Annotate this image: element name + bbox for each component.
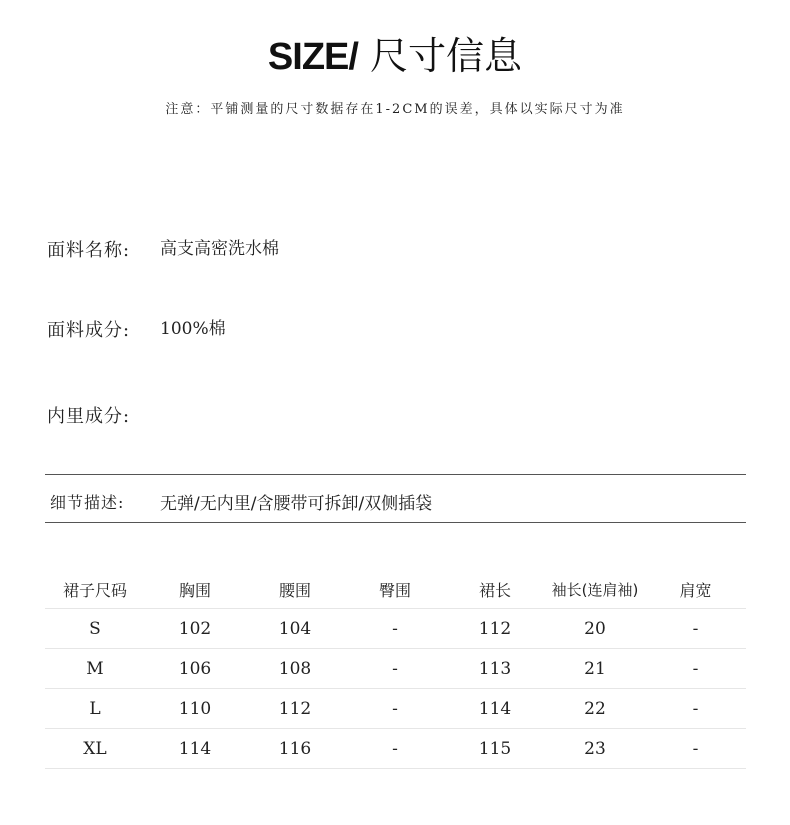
fabric-name-value: 高支高密洗水棉 bbox=[160, 239, 279, 259]
size-table bbox=[45, 570, 746, 769]
cell-hip: - bbox=[345, 689, 445, 729]
cell-bust: 106 bbox=[145, 649, 245, 689]
fabric-name-label: 面料名称: bbox=[47, 240, 131, 261]
cell-sleeve-length: 23 bbox=[545, 729, 645, 769]
details-bottom-divider bbox=[45, 522, 746, 523]
details-value: 无弹/无内里/含腰带可拆卸/双侧插袋 bbox=[160, 494, 433, 514]
cell-hip: - bbox=[345, 609, 445, 649]
cell-shoulder-width: - bbox=[645, 649, 746, 689]
header-shoulder-width: 肩宽 bbox=[645, 570, 746, 609]
page-title-cn: 尺寸信息 bbox=[370, 34, 523, 78]
table-row bbox=[45, 649, 746, 689]
page-title bbox=[0, 30, 790, 83]
cell-shoulder-width: - bbox=[645, 689, 746, 729]
cell-waist: 104 bbox=[245, 609, 345, 649]
cell-hip: - bbox=[345, 649, 445, 689]
cell-size: M bbox=[45, 649, 145, 689]
measurement-notice: 注意：平铺测量的尺寸数据存在1-2CM的误差，具体以实际尺寸为准 bbox=[165, 102, 625, 117]
cell-waist: 116 bbox=[245, 729, 345, 769]
header-waist: 腰围 bbox=[245, 570, 345, 609]
details-top-divider bbox=[45, 474, 746, 475]
cell-size: XL bbox=[45, 729, 145, 769]
header-bust: 胸围 bbox=[145, 570, 245, 609]
fabric-composition-value: 100%棉 bbox=[160, 319, 226, 339]
details-label: 细节描述: bbox=[50, 493, 125, 512]
size-table-header-row bbox=[45, 570, 746, 609]
cell-skirt-length: 113 bbox=[445, 649, 545, 689]
cell-shoulder-width: - bbox=[645, 609, 746, 649]
cell-bust: 114 bbox=[145, 729, 245, 769]
cell-shoulder-width: - bbox=[645, 729, 746, 769]
cell-waist: 108 bbox=[245, 649, 345, 689]
cell-sleeve-length: 21 bbox=[545, 649, 645, 689]
header-sleeve-length: 袖长(连肩袖) bbox=[545, 570, 645, 609]
page-title-en: SIZE/ bbox=[267, 36, 358, 78]
cell-size: L bbox=[45, 689, 145, 729]
cell-size: S bbox=[45, 609, 145, 649]
table-row bbox=[45, 609, 746, 649]
table-row bbox=[45, 729, 746, 769]
lining-composition-label: 内里成分: bbox=[47, 406, 131, 427]
header-skirt-length: 裙长 bbox=[445, 570, 545, 609]
cell-sleeve-length: 22 bbox=[545, 689, 645, 729]
cell-bust: 110 bbox=[145, 689, 245, 729]
cell-skirt-length: 115 bbox=[445, 729, 545, 769]
fabric-composition-label: 面料成分: bbox=[47, 320, 131, 341]
cell-sleeve-length: 20 bbox=[545, 609, 645, 649]
cell-hip: - bbox=[345, 729, 445, 769]
cell-bust: 102 bbox=[145, 609, 245, 649]
cell-waist: 112 bbox=[245, 689, 345, 729]
cell-skirt-length: 114 bbox=[445, 689, 545, 729]
cell-skirt-length: 112 bbox=[445, 609, 545, 649]
table-row bbox=[45, 689, 746, 729]
header-hip: 臀围 bbox=[345, 570, 445, 609]
header-size: 裙子尺码 bbox=[45, 570, 145, 609]
